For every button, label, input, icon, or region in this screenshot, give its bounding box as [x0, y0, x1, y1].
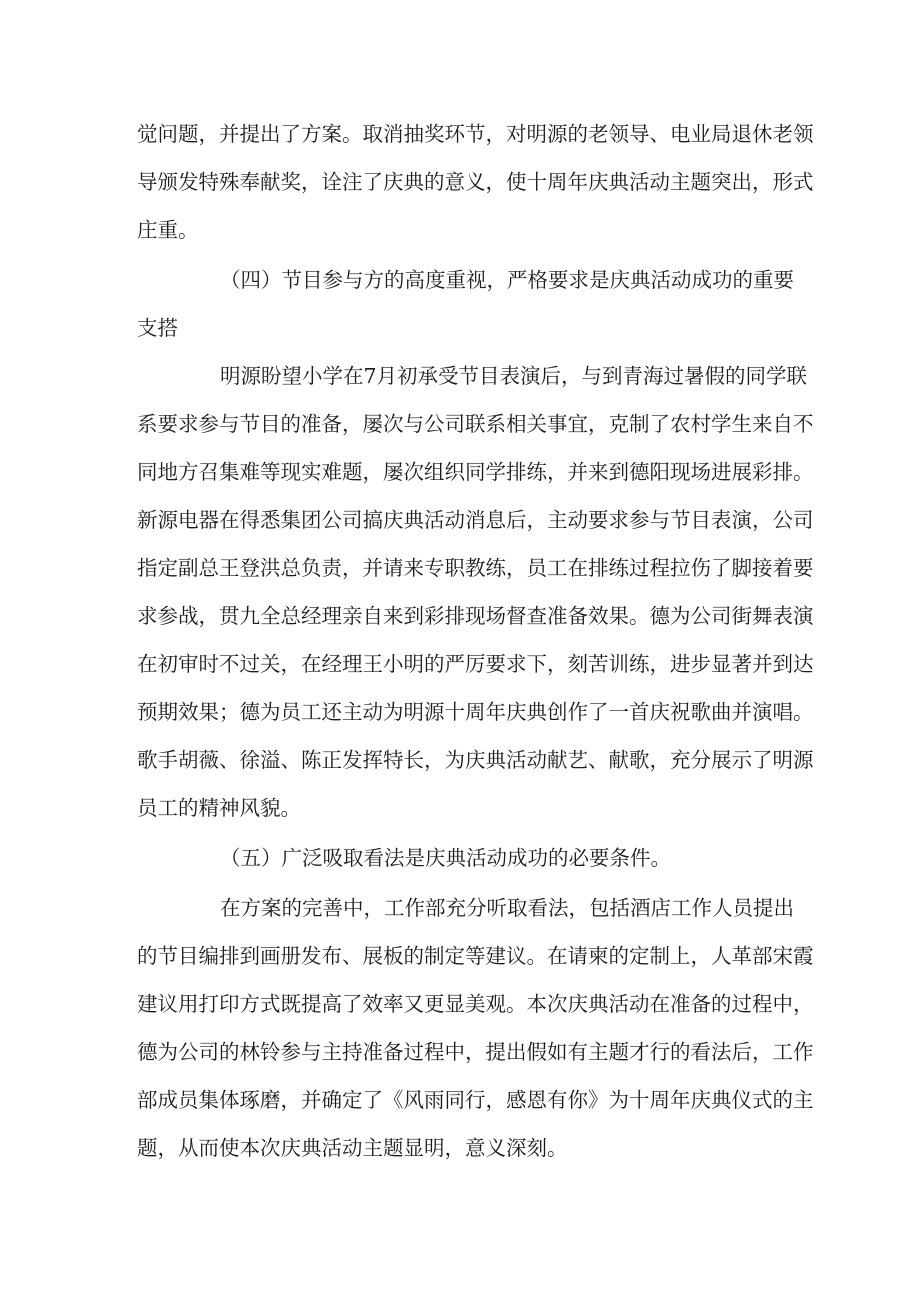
paragraph-line: 员工的精神风貌。	[137, 796, 301, 820]
paragraph-line: 庄重。	[137, 218, 199, 242]
paragraph-line: 导颁发特殊奉献奖，诠注了庆典的意义，使十周年庆典活动主题突出，形式	[137, 170, 814, 194]
paragraph-line: 歌手胡薇、徐溢、陈正发挥特长，为庆典活动献艺、献歌，充分展示了明源	[137, 748, 814, 772]
paragraph-line: 在方案的完善中，工作部充分听取看法，包括酒店工作人员提出	[220, 896, 794, 920]
section-heading-5: （五）广泛吸取看法是庆典活动成功的必要条件。	[220, 846, 671, 870]
paragraph-line: 的节目编排到画册发布、展板的制定等建议。在请柬的定制上，人革部宋霞	[137, 944, 814, 968]
section-heading-4-cont: 支搭	[137, 316, 178, 340]
paragraph-line: 求参战，贯九全总经理亲自来到彩排现场督查准备效果。德为公司街舞表演	[137, 604, 814, 628]
paragraph-line: 明源盼望小学在7月初承受节目表演后，与到青海过暑假的同学联	[220, 364, 808, 388]
paragraph-line: 觉问题，并提出了方案。取消抽奖环节，对明源的老领导、电业局退休老领	[137, 122, 814, 146]
paragraph-line: 德为公司的林铃参与主持准备过程中，提出假如有主题才行的看法后，工作	[137, 1040, 814, 1064]
paragraph-line: 系要求参与节目的准备，屡次与公司联系相关事宜，克制了农村学生来自不	[137, 412, 814, 436]
paragraph-line: 同地方召集难等现实难题，屡次组织同学排练，并来到德阳现场进展彩排。	[137, 460, 814, 484]
paragraph-line: 指定副总王登洪总负责，并请来专职教练，员工在排练过程拉伤了脚接着要	[137, 556, 814, 580]
section-heading-4: （四）节目参与方的高度重视，严格要求是庆典活动成功的重要	[220, 268, 794, 292]
paragraph-line: 在初审时不过关，在经理王小明的严厉要求下，刻苦训练，进步显著并到达	[137, 652, 814, 676]
paragraph-line: 部成员集体琢磨，并确定了《风雨同行，感恩有你》为十周年庆典仪式的主	[137, 1088, 814, 1112]
paragraph-line: 新源电器在得悉集团公司搞庆典活动消息后，主动要求参与节目表演，公司	[137, 508, 814, 532]
paragraph-line: 建议用打印方式既提高了效率又更显美观。本次庆典活动在准备的过程中，	[137, 992, 814, 1016]
paragraph-line: 题，从而使本次庆典活动主题显明，意义深刻。	[137, 1136, 568, 1160]
paragraph-line: 预期效果；德为员工还主动为明源十周年庆典创作了一首庆祝歌曲并演唱。	[137, 700, 814, 724]
